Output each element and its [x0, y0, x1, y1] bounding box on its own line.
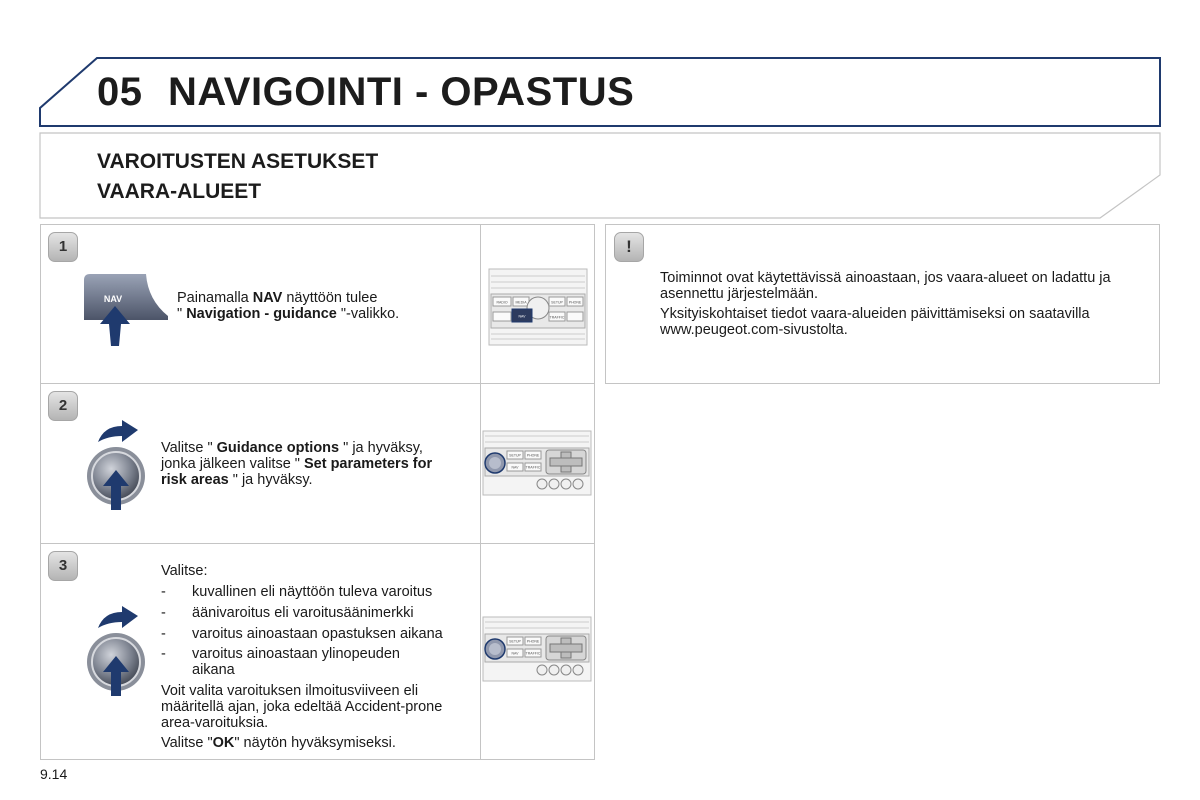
step-3-confirm-text: Valitse "OK" näytön hyväksymiseksi.	[161, 735, 396, 751]
svg-text:SETUP: SETUP	[509, 453, 521, 458]
step-2-badge: 2	[48, 391, 78, 421]
svg-text:PHONE: PHONE	[526, 453, 540, 458]
section-title-line2: VAARA-ALUEET	[97, 180, 262, 203]
svg-text:SETUP: SETUP	[551, 300, 563, 305]
svg-text:SETUP: SETUP	[509, 639, 521, 644]
image-column-divider	[480, 224, 481, 760]
note-box	[605, 224, 1160, 384]
section-title-line1: VAROITUSTEN ASETUKSET	[97, 150, 379, 173]
note-text-availability: Toiminnot ovat käytettävissä ainoastaan, jos vaara-alueet on ladattu ja asennettu järjestelmään.	[660, 270, 1111, 302]
chapter-number: 05	[97, 70, 143, 114]
rotary-knob-press-icon	[82, 412, 152, 512]
step-3-intro: Valitse:	[161, 563, 208, 579]
svg-text:NAV: NAV	[511, 465, 519, 470]
page-number: 9.14	[40, 766, 68, 782]
svg-text:MEDIA: MEDIA	[515, 300, 527, 305]
chapter-title: NAVIGOINTI - OPASTUS	[168, 70, 635, 114]
rotary-knob-press-icon	[82, 598, 152, 698]
step-2-text: Valitse " Guidance options " ja hyväksy, jonka jälkeen valitse " Set parameters for risk areas " ja hyväksy.	[161, 440, 433, 488]
nav-button-label: NAV	[103, 294, 123, 304]
radio-panel-nav-illustration	[488, 268, 588, 346]
svg-text:NAV: NAV	[518, 314, 526, 319]
radio-panel-knob-illustration	[482, 616, 592, 682]
svg-text:PHONE: PHONE	[568, 300, 582, 305]
svg-text:NAV: NAV	[511, 651, 519, 656]
svg-text:TRAFFIC: TRAFFIC	[549, 315, 565, 320]
step-3-delay-text: Voit valita varoituksen ilmoitusviiveen eli määritellä ajan, joka edeltää Accident-prone area-varoituksia.	[161, 683, 443, 731]
note-text-update-info: Yksityiskohtaiset tiedot vaara-alueiden päivittämiseksi on saatavilla www.peugeot.com-sivustolta.	[660, 306, 1090, 338]
svg-text:TRAFFIC: TRAFFIC	[525, 465, 541, 470]
nav-button-icon	[80, 270, 170, 350]
step-3-badge: 3	[48, 551, 78, 581]
step-1-text: Painamalla NAV näyttöön tulee " Navigation - guidance "-valikko.	[177, 290, 400, 322]
svg-text:RADIO: RADIO	[496, 300, 508, 305]
warning-icon: !	[614, 232, 644, 262]
step-1-badge: 1	[48, 232, 78, 262]
svg-text:TRAFFIC: TRAFFIC	[525, 651, 541, 656]
svg-text:PHONE: PHONE	[526, 639, 540, 644]
radio-panel-knob-illustration	[482, 430, 592, 496]
